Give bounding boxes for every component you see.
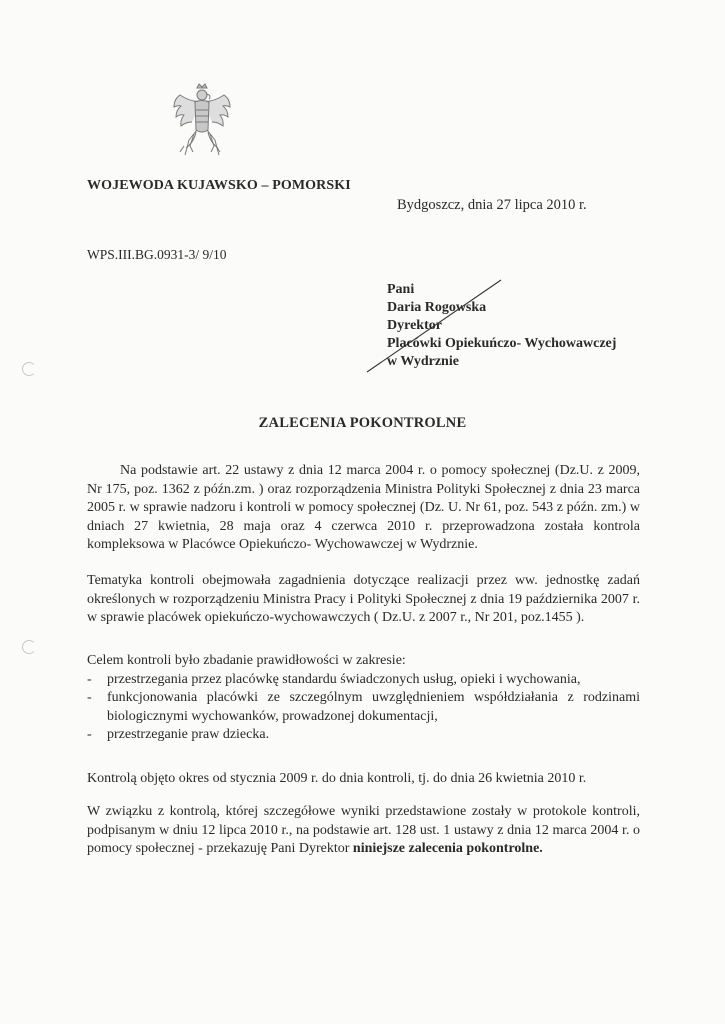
recipient-title: Dyrektor bbox=[387, 318, 442, 333]
conclusion-emphasis: niniejsze zalecenia pokontrolne. bbox=[352, 841, 543, 857]
paragraph-period: Kontrolą objęto okres od stycznia 2009 r. do dnia kontroli, tj. do dnia 26 kwietnia 2010 r. bbox=[87, 771, 587, 786]
pen-stroke-mark bbox=[365, 278, 505, 374]
list-item: - przestrzeganie praw dziecka. bbox=[87, 726, 640, 745]
place-date: Bydgoszcz, dnia 27 lipca 2010 r. bbox=[397, 197, 587, 213]
punch-hole-mark bbox=[22, 362, 36, 376]
polish-eagle-emblem-icon bbox=[170, 82, 234, 160]
list-item: - funkcjonowania placówki ze szczególnym uwzględnieniem współdziałania z rodzinami biologicznymi wychowanków, prowadzonej dokumentacji, bbox=[87, 690, 640, 724]
list-item: - przestrzegania przez placówkę standardu świadczonych usług, opieki i wychowania, bbox=[87, 671, 640, 690]
punch-hole-mark bbox=[22, 640, 36, 654]
paragraph-legal-basis: Na podstawie art. 22 ustawy z dnia 12 marca 2004 r. o pomocy społecznej (Dz.U. z 2009, Nr 175, poz. 1362 z późn.zm. ) oraz rozporządzenia Ministra Polityki Społecznej z dnia 23 marca 2005 r. w sprawie nadzoru i kontroli w pomocy społecznej (Dz. U. Nr 61, poz. 543 z późn. zm.) w dniach 27 kwietnia, 28 maja oraz 4 czerwca 2010 r. przeprowadzona została kontrola kompleksowa w Placówce Opiekuńczo- Wychowawczej w Wydrznie. bbox=[87, 463, 640, 553]
objectives-list bbox=[87, 671, 640, 745]
recipient-institution: Placówki Opiekuńczo- Wychowawczej bbox=[387, 336, 617, 351]
paragraph-conclusion bbox=[87, 803, 640, 859]
recipient-salutation: Pani bbox=[387, 282, 415, 297]
sender-heading: WOJEWODA KUJAWSKO – POMORSKI bbox=[87, 178, 351, 193]
document-title: ZALECENIA POKONTROLNE bbox=[258, 415, 467, 431]
recipient-name: Daria Rogowska bbox=[387, 300, 487, 315]
paragraph-scope: Tematyka kontroli obejmowała zagadnienia dotyczące realizacji przez ww. jednostkę zadań określonych w rozporządzeniu Ministra Pracy i Polityki Społecznej z dnia 19 października 2007 r. w sprawie placówek opiekuńczo-wychowawczych ( Dz.U. z 2007 r., Nr 201, poz.1455 ). bbox=[87, 573, 640, 626]
bullet-dash: - bbox=[87, 727, 92, 743]
paragraph-objectives bbox=[87, 652, 640, 745]
reference-number: WPS.III.BG.0931-3/ 9/10 bbox=[87, 247, 227, 262]
conclusion-text: W związku z kontrolą, której szczegółowe wyniki przedstawione zostały w protokole kontroli, podpisanym w dniu 12 lipca 2010 r., na podstawie art. 128 ust. 1 ustawy z dnia 12 marca 2004 r. o pomocy społecznej - przekazuję Pani Dyrektor bbox=[87, 804, 640, 857]
bullet-dash: - bbox=[87, 671, 92, 687]
bullet-dash: - bbox=[87, 690, 92, 706]
objectives-intro: Celem kontroli było zbadanie prawidłowości w zakresie: bbox=[87, 653, 406, 668]
recipient-location: w Wydrznie bbox=[387, 354, 459, 369]
